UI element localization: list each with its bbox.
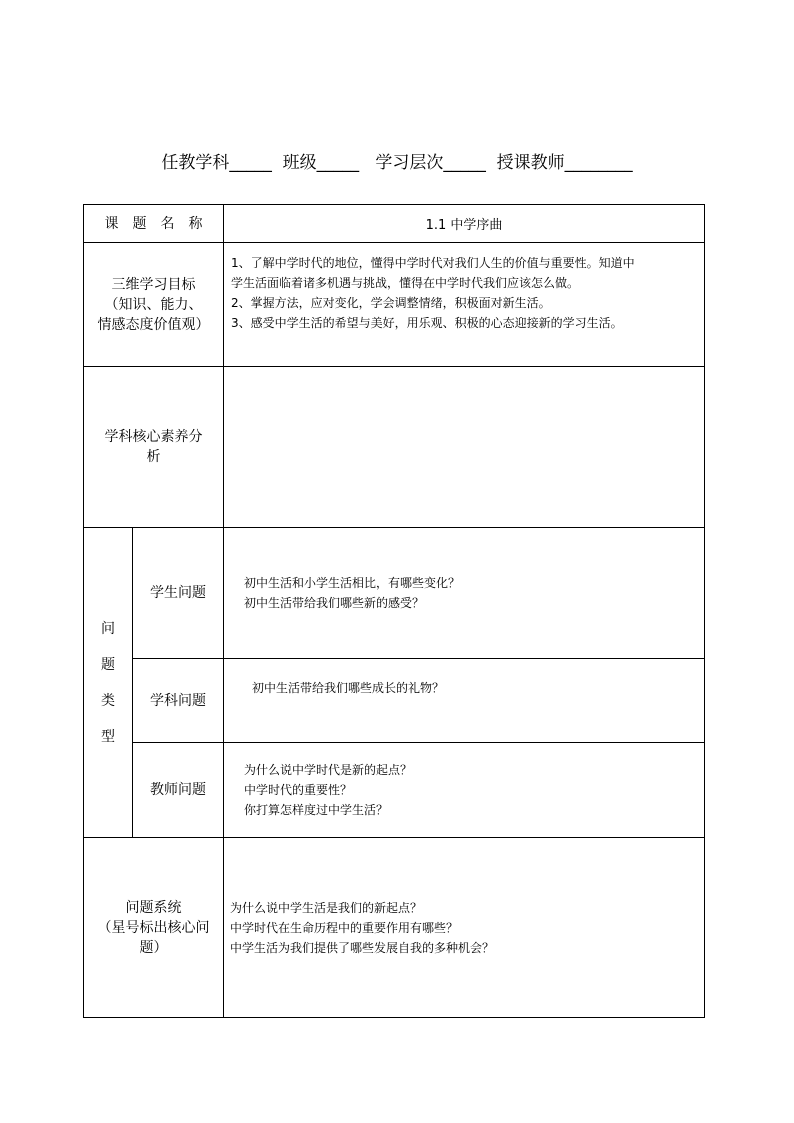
system-label-line: 问题系统 [125, 899, 182, 916]
subject-question-line: 初中生活带给我们哪些成长的礼物？ [252, 681, 445, 695]
teacher-question-line: 中学时代的重要性？ [244, 783, 353, 797]
title-label: 课题名称 [104, 215, 217, 232]
objectives-content-cell [224, 243, 705, 367]
system-line: 为什么说中学生活是我们的新起点？ [230, 900, 423, 915]
core-label-line: 学科核心素养分 [104, 429, 203, 445]
objectives-line: 3、感受中学生活的希望与美好，用乐观、积极的心态迎接新的学习生活。 [231, 316, 623, 330]
system-label-cell [84, 838, 224, 1018]
core-content-cell [224, 367, 705, 528]
system-line: 中学时代在生命历程中的重要作用有哪些？ [230, 920, 459, 935]
student-question-content-cell [224, 528, 705, 659]
objectives-line: 1、了解中学时代的地位，懂得中学时代对我们人生的价值与重要性。知道中 [231, 256, 635, 270]
objectives-line: 学生活面临着诸多机遇与挑战，懂得在中学时代我们应该怎么做。 [231, 276, 580, 290]
title-value-cell [224, 205, 705, 243]
title-value: 1.1 中学序曲 [425, 218, 503, 233]
teacher-question-line: 你打算怎样度过中学生活？ [244, 803, 389, 817]
row-student-question [84, 528, 705, 659]
question-type-char: 类 [101, 692, 115, 709]
student-question-label: 学生问题 [150, 585, 206, 601]
objectives-label-cell [84, 243, 224, 367]
subject-question-content-cell [224, 659, 705, 743]
teacher-question-label: 教师问题 [150, 782, 206, 798]
objectives-label-line: 情感态度价值观） [97, 316, 210, 333]
system-content-cell [224, 838, 705, 1018]
subject-question-label-cell [133, 659, 224, 743]
core-label-cell [84, 367, 224, 528]
system-line: 中学生活为我们提供了哪些发展自我的多种机会？ [230, 940, 495, 955]
core-label-line: 析 [146, 449, 161, 465]
teacher-question-content-cell [224, 743, 705, 838]
question-type-char: 问 [101, 620, 115, 637]
student-question-label-cell [133, 528, 224, 659]
document-header: 任教学科_____ 班级_____ 学习层次_____ 授课教师________ [161, 153, 633, 173]
system-label-line: 题） [139, 939, 168, 956]
lesson-plan-table [83, 204, 705, 1018]
row-core-literacy [84, 367, 705, 528]
question-type-char: 型 [101, 728, 115, 745]
question-type-label-cell [84, 528, 133, 838]
subject-question-label: 学科问题 [150, 692, 206, 709]
objectives-label-line: 三维学习目标 [111, 276, 196, 293]
objectives-line: 2、掌握方法，应对变化，学会调整情绪，积极面对新生活。 [231, 296, 551, 310]
row-teacher-question [84, 743, 705, 838]
system-label-line: （星号标出核心问 [97, 919, 210, 936]
objectives-label-line: （知识、能力、 [104, 296, 203, 313]
row-title [84, 205, 705, 243]
teacher-question-line: 为什么说中学时代是新的起点？ [244, 763, 413, 777]
row-question-system [84, 838, 705, 1018]
row-objectives [84, 243, 705, 367]
student-question-line: 初中生活和小学生活相比，有哪些变化？ [244, 576, 461, 590]
teacher-question-label-cell [133, 743, 224, 838]
row-subject-question [84, 659, 705, 743]
student-question-line: 初中生活带给我们哪些新的感受？ [244, 596, 425, 610]
question-type-char: 题 [101, 656, 115, 673]
title-label-cell [84, 205, 224, 243]
